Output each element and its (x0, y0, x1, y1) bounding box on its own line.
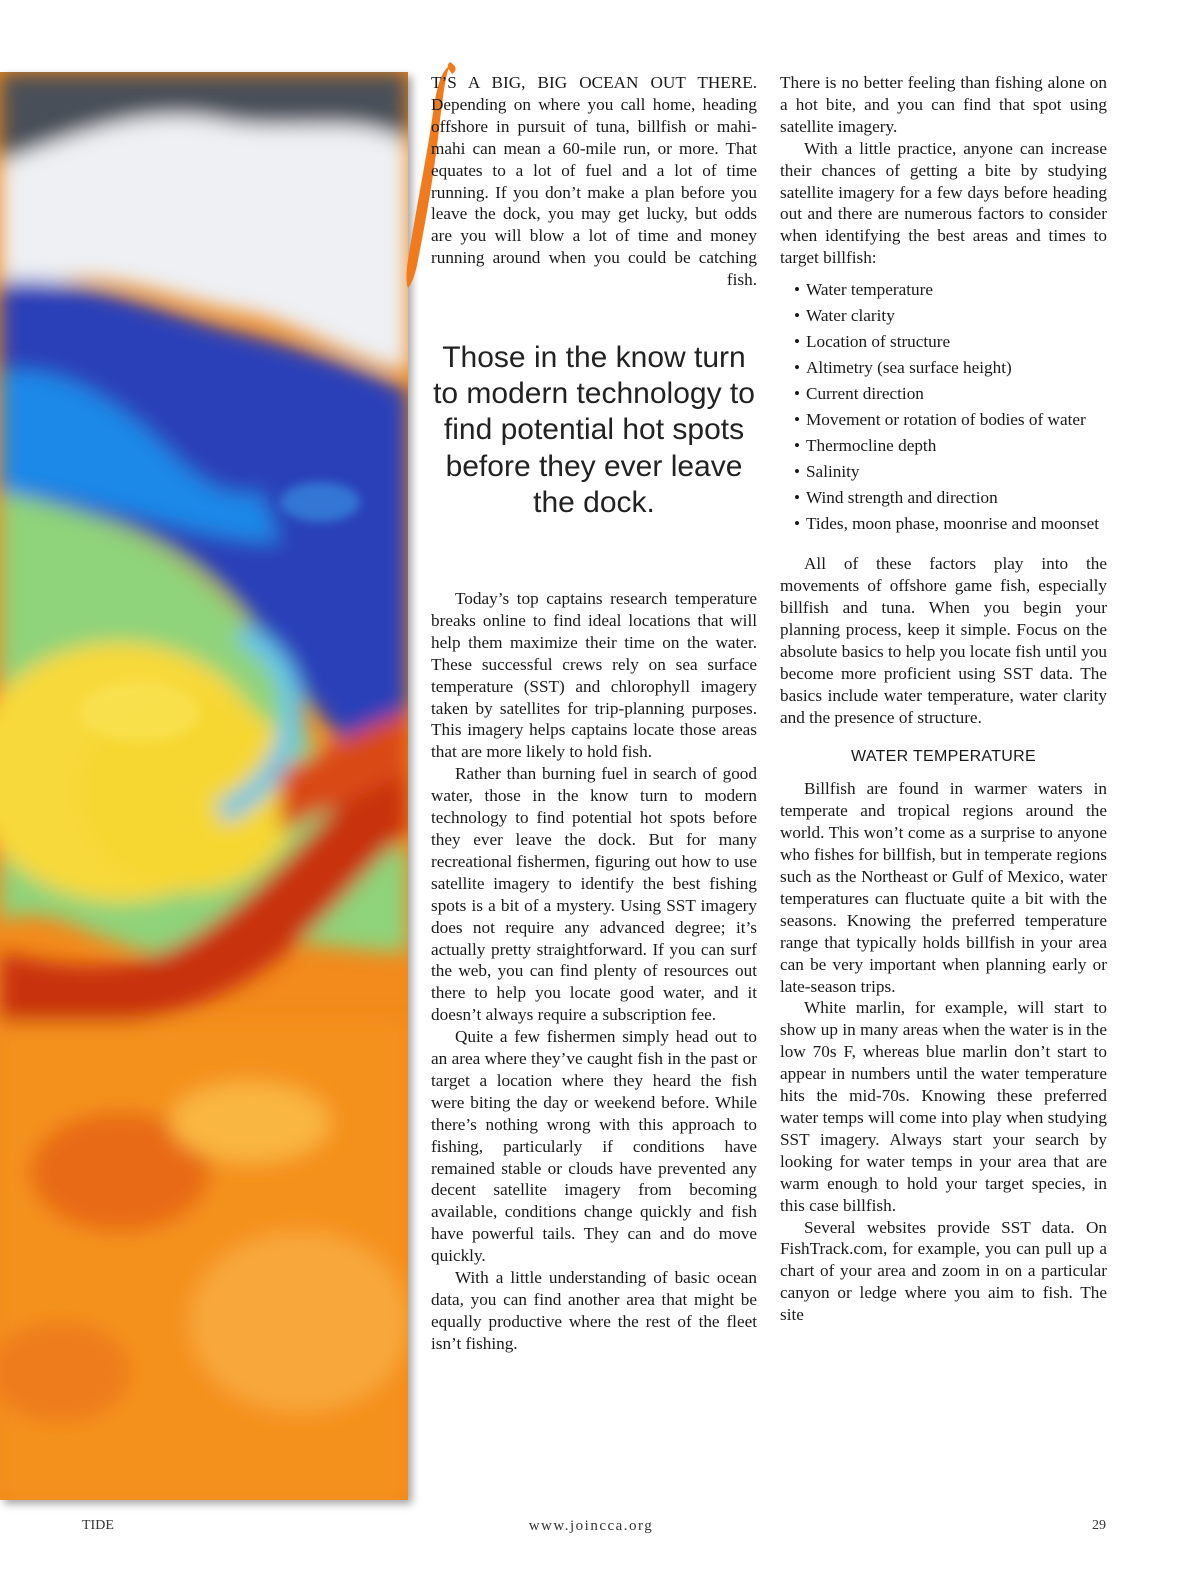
list-item: • Movement or rotation of bodies of water (794, 410, 1086, 430)
body-paragraph: All of these factors play into the movements of offshore game fish, especially billfish and tuna. When you begin your planning process, keep it simple. Focus on the absolute basics to help you locate fish until you become more proficient using SST data. The basics include water temperature, water clarity and the presence of structure. (780, 554, 1107, 727)
middle-column-body (431, 588, 757, 1355)
page-number: 29 (1092, 1518, 1106, 1533)
footer-publication: TIDE (82, 1518, 114, 1533)
section-subhead: WATER TEMPERATURE (851, 748, 1036, 766)
list-item: • Water temperature (794, 280, 933, 300)
list-item: • Location of structure (794, 332, 951, 352)
body-paragraph: With a little practice, anyone can increase their chances of getting a bite by studying satellite imagery for a few days before heading out and there are numerous factors to consider when identifying the best areas and times to target billfish: (780, 138, 1107, 268)
body-paragraph: With a little understanding of basic ocean data, you can find another area that might be equally productive where the rest of the fleet isn’t fishing. (431, 1268, 757, 1353)
right-column-body (780, 72, 1107, 1326)
body-paragraph: Billfish are found in warmer waters in temperate and tropical regions around the world. This won’t come as a surprise to anyone who fishes for billfish, but in temperate regions such as the Northeast or Gulf of Mexico, water temperatures can fluctuate quite a bit with the seasons. Knowing the preferred temperature range that typically holds billfish in your area can be very important when planning early or late-season trips. (780, 779, 1107, 996)
list-item: • Water clarity (794, 306, 895, 326)
lead-paragraph: T’S A BIG, BIG OCEAN OUT THERE. Depending on where you call home, heading offshore in pursuit of tuna, billfish or mahi-mahi can mean a 60-mile run, or more. That equates to a lot of fuel and a lot of time running. If you don’t make a plan before you leave the dock, you may get lucky, but odds are you will blow a lot of time and money running around when you could be catching fish. (431, 73, 757, 290)
body-paragraph: There is no better feeling than fishing alone on a hot bite, and you can find that spot using satellite imagery. (780, 73, 1107, 136)
factor-list (780, 277, 1107, 537)
list-item: • Tides, moon phase, moonrise and moonset (794, 514, 1099, 534)
sst-map-icon (0, 72, 408, 1500)
pull-quote: Those in the know turn to modern technology to find potential hot spots before they ever leave the dock. (433, 341, 755, 519)
list-item: • Wind strength and direction (794, 488, 998, 508)
footer-url[interactable]: www.joincca.org (528, 1518, 654, 1534)
body-paragraph: Today’s top captains research temperature breaks online to find ideal locations that will help them maximize their time on the water. These successful crews rely on sea surface temperature (SST) and chlorophyll imagery taken by satellites for trip-planning purposes. This imagery helps captains locate those areas that are more likely to hold fish. (431, 589, 757, 762)
list-item: • Current direction (794, 384, 924, 404)
body-paragraph: White marlin, for example, will start to show up in many areas when the water is in the low 70s F, whereas blue marlin don’t start to appear in numbers until the water temperature hits the mid-70s. Knowing these preferred water temps will come into play when studying SST imagery. Always start your search by looking for water temps in your area that are warm enough to hold your target species, in this case billfish. (780, 998, 1107, 1215)
list-item: • Altimetry (sea surface height) (794, 358, 1012, 378)
body-paragraph: Rather than burning fuel in search of good water, those in the know turn to modern technology to find potential hot spots before they ever leave the dock. But for many recreational fishermen, figuring out how to use satellite imagery to identify the best fishing spots is a bit of a mystery. Using SST imagery does not require any advanced degree; it’s actually pretty straightforward. If you can surf the web, you can find plenty of resources out there to help you locate good water, and it doesn’t always require a subscription fee. (431, 764, 757, 1025)
list-item: • Salinity (794, 462, 860, 482)
body-paragraph: Several websites provide SST data. On FishTrack.com, for example, you can pull up a chart of your area and zoom in on a particular canyon or ledge where you aim to fish. The site (780, 1217, 1107, 1325)
lead-paragraph-block (431, 72, 757, 291)
list-item: • Thermocline depth (794, 436, 937, 456)
body-paragraph: Quite a few fishermen simply head out to an area where they’ve caught fish in the past or target a location where they heard the fish were biting the day or weekend before. While there’s nothing wrong with this approach to fishing, particularly if conditions have remained stable or clouds have prevented any decent satellite imagery from becoming available, conditions change quickly and fish have powerful tails. They can and do move quickly. (431, 1027, 757, 1266)
sst-satellite-image (0, 72, 408, 1500)
